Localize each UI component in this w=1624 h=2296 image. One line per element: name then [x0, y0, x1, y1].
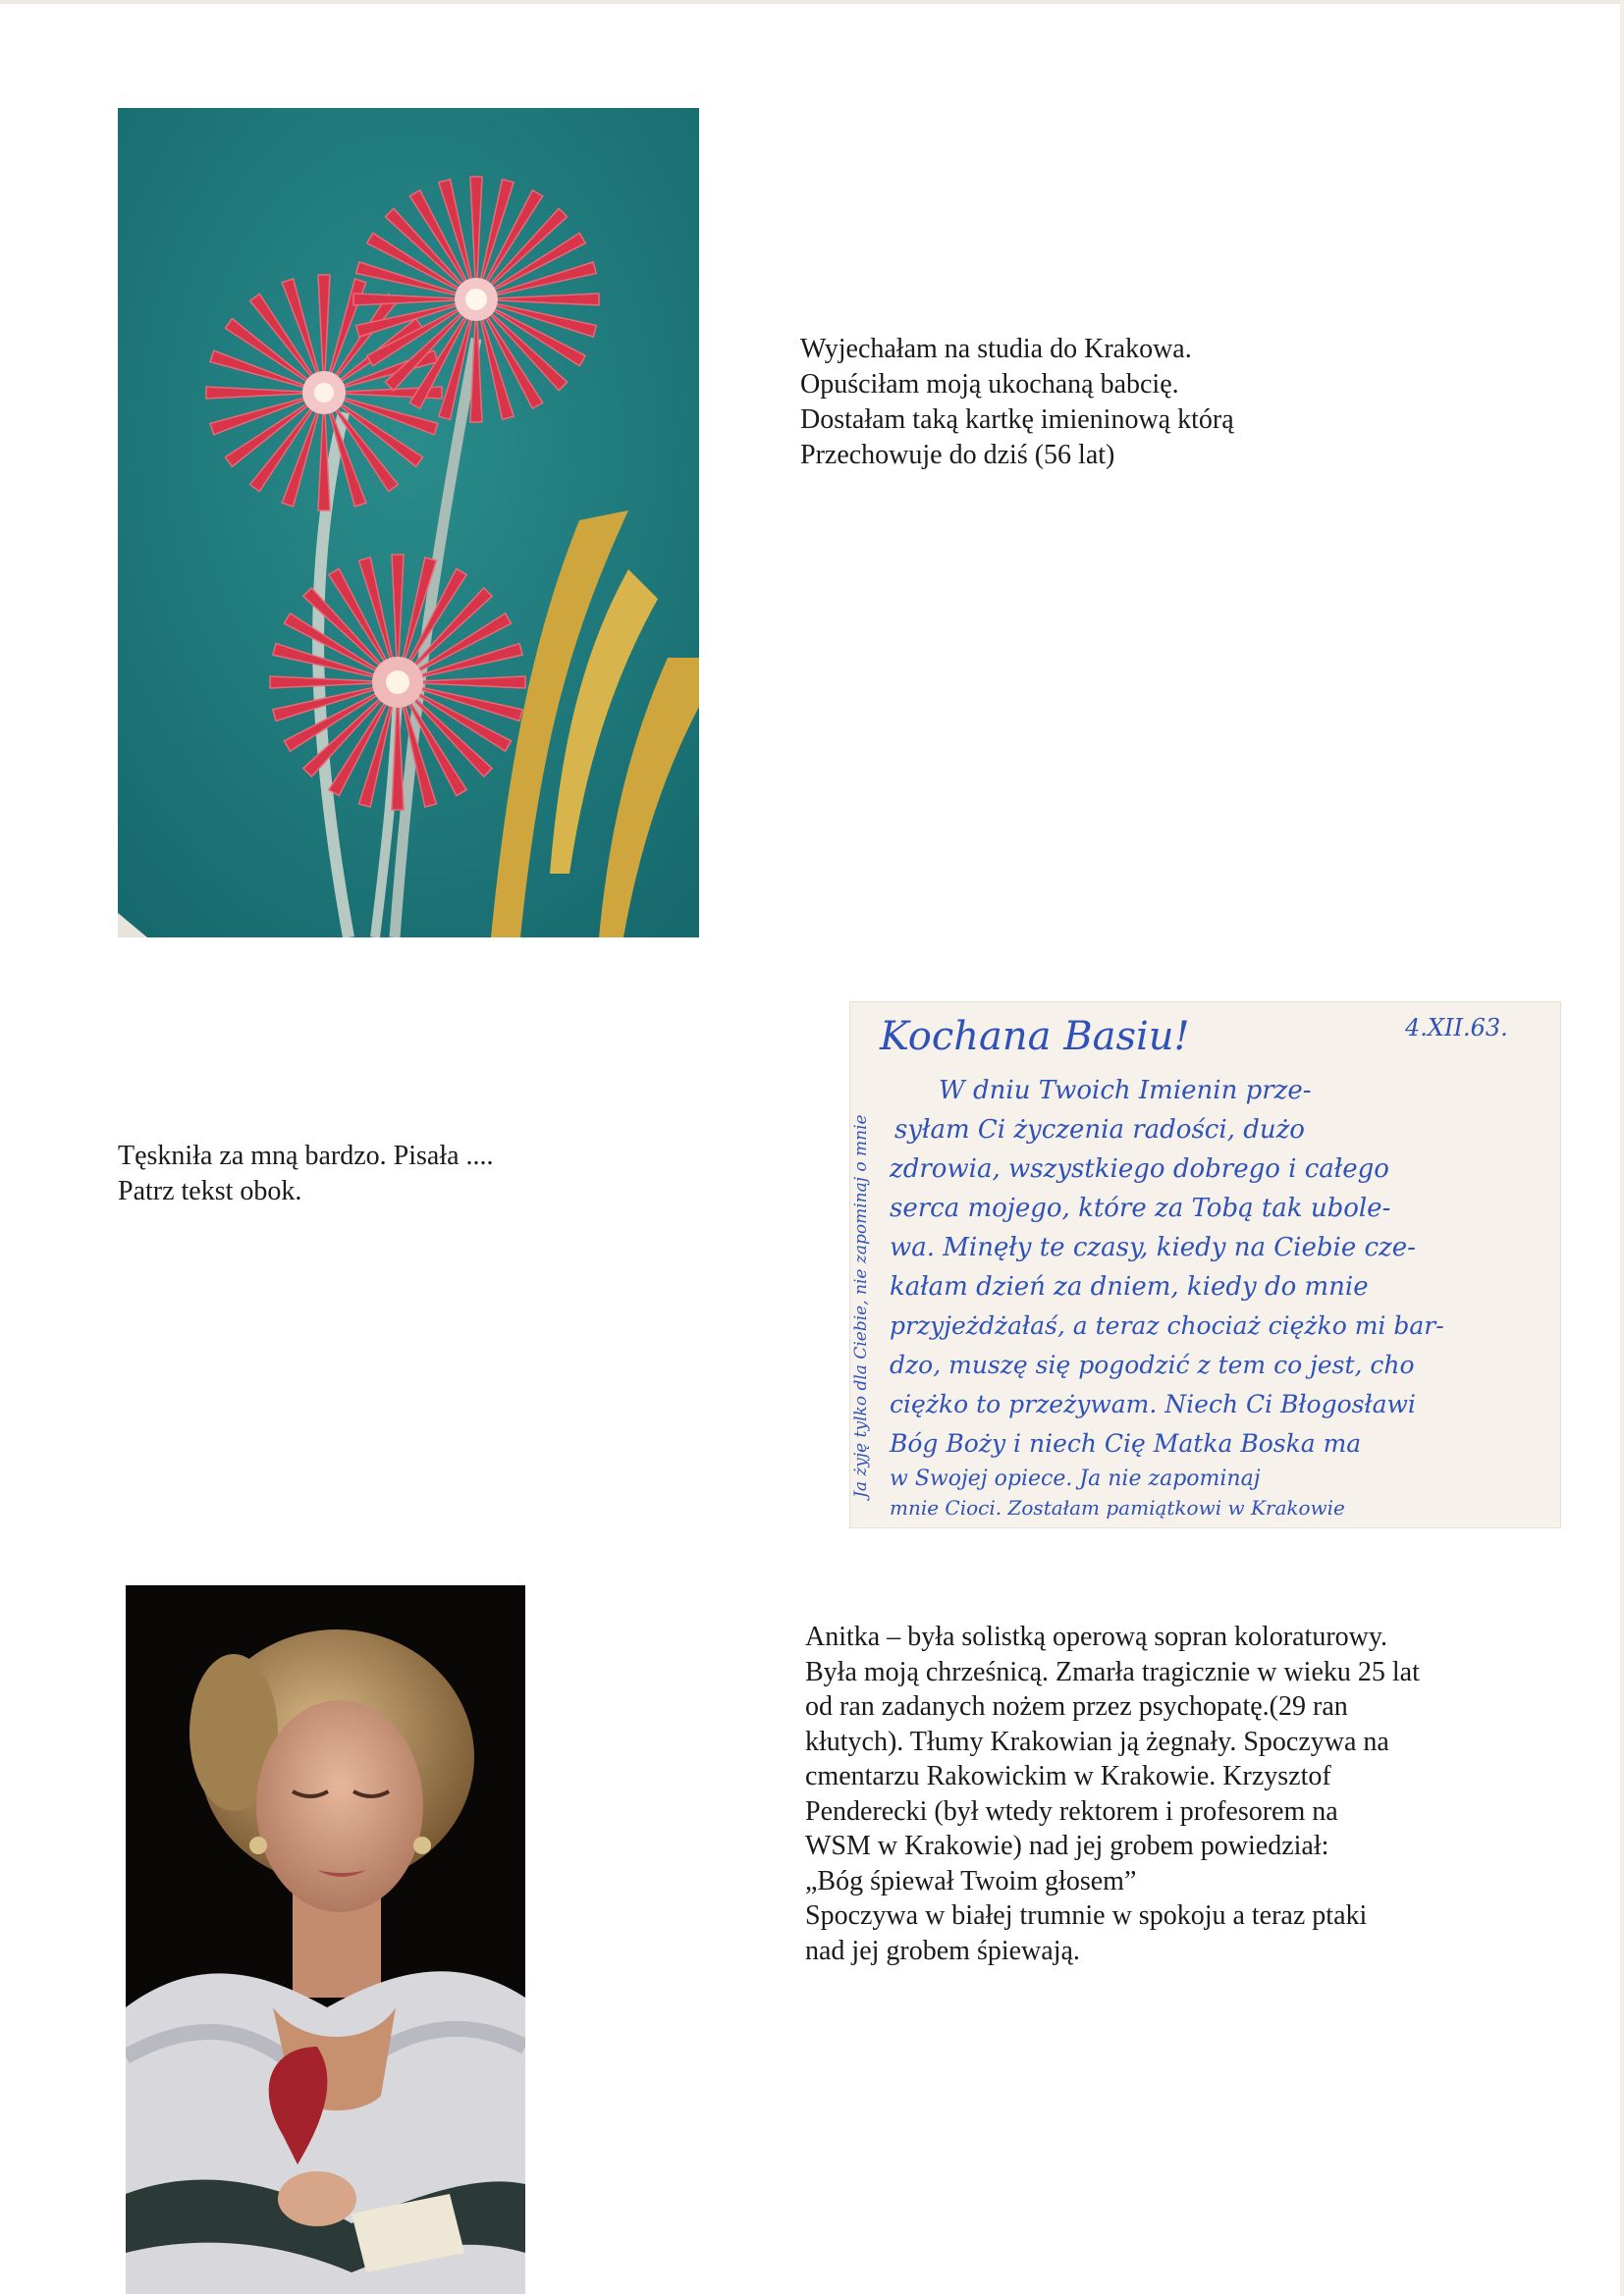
letter-line: W dniu Twoich Imienin prze-: [939, 1076, 1312, 1105]
portrait-illustration: [126, 1585, 525, 2294]
caption-line: nad jej grobem śpiewają.: [805, 1935, 1080, 1966]
name-day-card-photo: [118, 108, 699, 937]
letter-line: serca mojego, które za Tobą tak ubole-: [890, 1194, 1391, 1223]
caption-line: Tęskniła za mną bardzo. Pisała ....: [118, 1141, 494, 1171]
caption-line: Była moją chrześnicą. Zmarła tragicznie w wieku 25 lat: [805, 1656, 1420, 1687]
letter-line: mnie Cioci. Zostałam pamiątkowi w Krakowie: [890, 1496, 1345, 1520]
caption-line: kłutych). Tłumy Krakowian ją żegnały. Spoczywa na: [805, 1726, 1389, 1757]
caption-line: Spoczywa w białej trumnie w spokoju a teraz ptaki: [805, 1900, 1368, 1931]
letter-line: ciężko to przeżywam. Niech Ci Błogosławi: [890, 1390, 1416, 1418]
caption-line: cmentarzu Rakowickim w Krakowie. Krzysztof: [805, 1761, 1331, 1791]
letter-line: przyjeżdżałaś, a teraz chociaż ciężko mi bar-: [890, 1311, 1444, 1340]
letter-line: zdrowia, wszystkiego dobrego i całego: [890, 1154, 1389, 1184]
caption-line: WSM w Krakowie) nad jej grobem powiedział:: [805, 1831, 1329, 1861]
letter-line: kałam dzień za dniem, kiedy do mnie: [890, 1272, 1369, 1302]
handwritten-letter-scan: [849, 1001, 1561, 1528]
caption-line: Opuściłam moją ukochaną babcię.: [800, 369, 1179, 400]
letter-handwriting: [850, 1002, 1560, 1527]
letter-margin-note: Ja żyję tylko dla Ciebie, nie zapominaj o mnie: [851, 1114, 871, 1498]
caption-line: od ran zadanych nożem przez psychopatę.(29 ran: [805, 1691, 1348, 1722]
caption-name-day-card: [800, 332, 1234, 473]
letter-line: Bóg Boży i niech Cię Matka Boska ma: [890, 1429, 1362, 1458]
letter-line: w Swojej opiece. Ja nie zapominaj: [890, 1467, 1261, 1491]
page-edge-top: [0, 0, 1624, 4]
caption-line: Wyjechałam na studia do Krakowa.: [800, 334, 1192, 364]
caption-line: Dostałam taką kartkę imieninową którą: [800, 404, 1234, 435]
caption-line: Patrz tekst obok.: [118, 1176, 302, 1206]
caption-line: Przechowuje do dziś (56 lat): [800, 440, 1115, 470]
page-edge-right: [1620, 0, 1624, 2296]
caption-line: „Bóg śpiewał Twoim głosem”: [805, 1865, 1137, 1896]
flower-bottom: [270, 555, 525, 810]
flower-top-right: [353, 177, 599, 422]
caption-line: Anitka – była solistką operową sopran koloraturowy.: [805, 1622, 1388, 1652]
letter-greeting: Kochana Basiu!: [880, 1014, 1190, 1059]
caption-anitka: [805, 1620, 1420, 1968]
letter-line: dzo, muszę się pogodzić z tem co jest, cho: [890, 1351, 1415, 1379]
caption-line: Penderecki (był wtedy rektorem i profesorem na: [805, 1795, 1338, 1827]
flower-illustration: [118, 108, 699, 937]
letter-line: wa. Minęły te czasy, kiedy na Ciebie cze-: [890, 1233, 1416, 1262]
caption-letter: [118, 1139, 494, 1209]
letter-date: 4.XII.63.: [1405, 1014, 1508, 1041]
letter-line: syłam Ci życzenia radości, dużo: [894, 1115, 1305, 1145]
anitka-portrait-photo: [126, 1585, 525, 2294]
